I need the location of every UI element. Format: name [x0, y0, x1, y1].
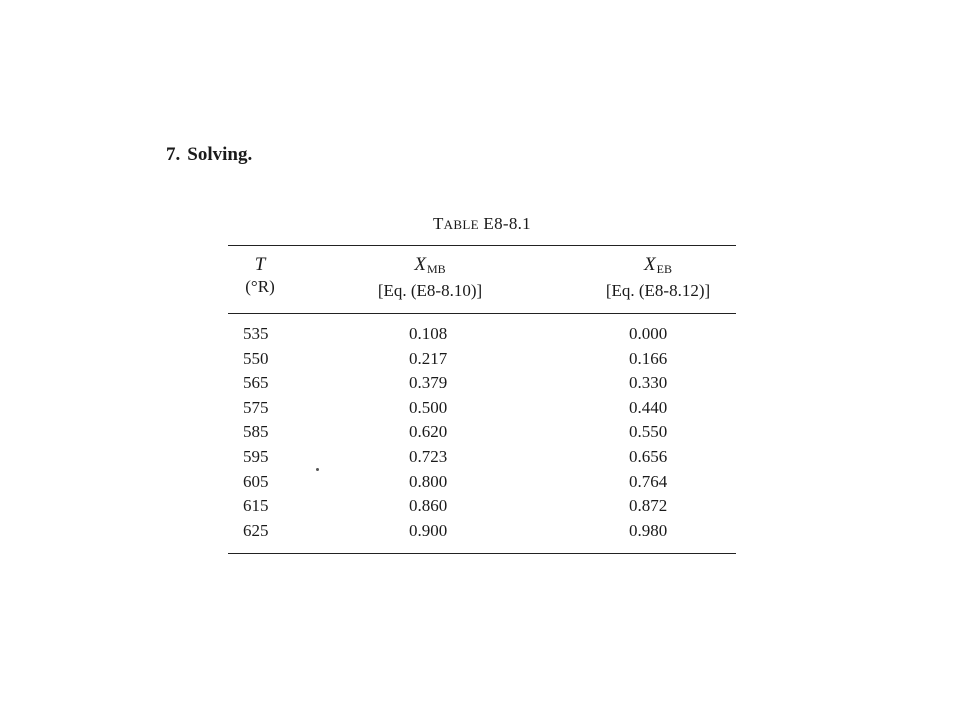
- table-cell: 0.872: [629, 496, 668, 516]
- table-cell: 0.379: [409, 373, 448, 393]
- table-cell: 0.217: [409, 348, 448, 368]
- column-header-xmb: [340, 254, 520, 302]
- table-header-rule: [228, 313, 736, 314]
- table-cell: 615: [243, 496, 269, 516]
- caption-smallcaps: ABLE: [443, 217, 479, 232]
- table-cell: 0.620: [409, 422, 448, 442]
- table-cell: 0.440: [629, 397, 668, 417]
- scan-speck: [316, 468, 319, 471]
- table-cell: 625: [243, 520, 269, 540]
- table-cell: 575: [243, 397, 269, 417]
- column-header-symbol: T: [254, 254, 266, 275]
- table-cell: 0.900: [409, 520, 448, 540]
- column-header-xeb: [572, 254, 744, 302]
- caption-table-id: E8-8.1: [483, 214, 531, 233]
- table-cell: 550: [243, 348, 269, 368]
- table-cell: 0.108: [409, 324, 448, 343]
- table-cell: 0.166: [629, 348, 668, 368]
- table-cell: 585: [243, 422, 269, 442]
- table-bottom-rule: [228, 553, 736, 554]
- table-cell: 595: [243, 446, 269, 466]
- caption-initial: T: [432, 214, 444, 233]
- table-cell: 0.800: [409, 471, 448, 491]
- table-cell: 0.980: [629, 520, 668, 540]
- column-header-note: [Eq. (E8-8.12)]: [605, 281, 711, 300]
- column-header-symbol: X: [414, 254, 426, 275]
- table-cell: 0.000: [629, 324, 668, 343]
- column-header-note: [Eq. (E8-8.10)]: [377, 281, 483, 300]
- table-caption: [228, 214, 736, 234]
- section-heading: [166, 144, 252, 166]
- column-xmb-values: [409, 322, 447, 543]
- table-cell: 0.500: [409, 397, 448, 417]
- table-cell: 0.550: [629, 422, 668, 442]
- column-header-note: (°R): [245, 277, 275, 296]
- section-number: 7.: [166, 144, 181, 165]
- column-header-subscript: EB: [656, 262, 672, 276]
- table-top-rule: [228, 245, 736, 246]
- section-title: Solving.: [187, 144, 253, 165]
- column-header-temperature: [232, 254, 288, 298]
- table-cell: 0.723: [409, 446, 448, 466]
- column-temperature-values: [243, 322, 269, 543]
- column-header-symbol: X: [644, 254, 656, 275]
- table-cell: 535: [243, 324, 269, 343]
- table-cell: 0.860: [409, 496, 448, 516]
- column-xeb-values: [629, 322, 667, 543]
- table-cell: 0.656: [629, 446, 668, 466]
- table-cell: 605: [243, 471, 269, 491]
- table-cell: 0.330: [629, 373, 668, 393]
- table-cell: 0.764: [629, 471, 668, 491]
- column-header-subscript: MB: [426, 262, 446, 276]
- table-cell: 565: [243, 373, 269, 393]
